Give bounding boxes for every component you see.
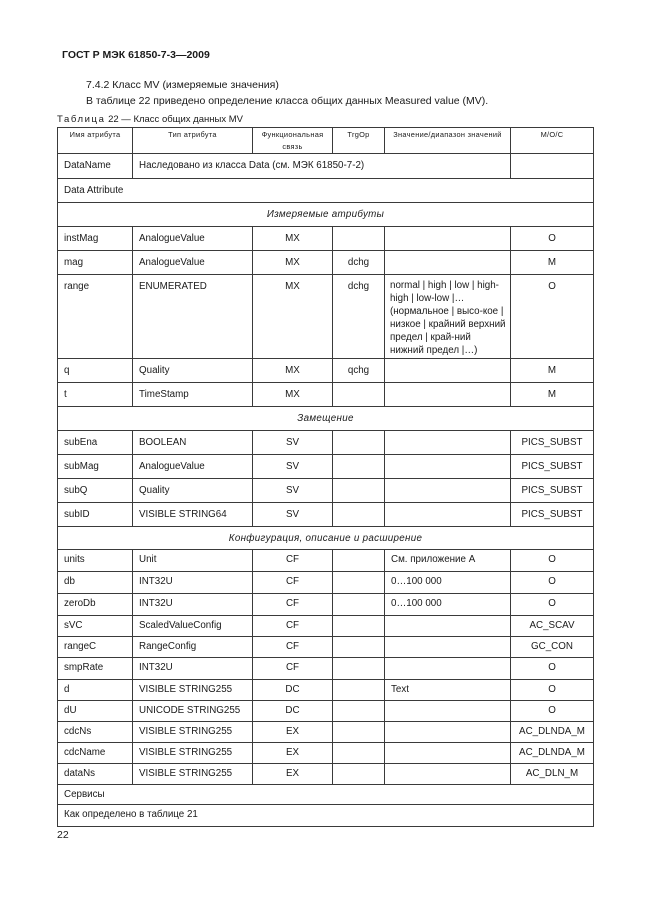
table-row [58,503,594,527]
attribute-name-cell: range [58,275,133,359]
attribute-type-cell: Unit [133,550,253,572]
attribute-type-cell: INT32U [133,572,253,594]
trgop-cell [333,550,385,572]
attribute-name-cell: smpRate [58,658,133,680]
attribute-type-cell: RangeConfig [133,637,253,658]
value-range-cell: 0…100 000 [385,572,511,594]
value-range-cell [385,658,511,680]
moc-cell: AC_DLNDA_M [511,722,594,743]
trgop-cell [333,680,385,701]
attribute-type-cell: AnalogueValue [133,455,253,479]
moc-cell: PICS_SUBST [511,503,594,527]
moc-cell: AC_DLN_M [511,764,594,785]
table-row [58,431,594,455]
moc-cell: O [511,550,594,572]
column-header: М/О/С [511,128,594,154]
functional-constraint-cell: MX [253,251,333,275]
attribute-name-cell: dataNs [58,764,133,785]
attribute-name-cell: subQ [58,479,133,503]
value-range-cell [385,616,511,637]
value-range-cell [385,503,511,527]
functional-constraint-cell: SV [253,455,333,479]
group-header-row [58,527,594,550]
attribute-name-cell: subMag [58,455,133,479]
attribute-name-cell: t [58,383,133,407]
attribute-type-cell: ENUMERATED [133,275,253,359]
functional-constraint-cell: MX [253,359,333,383]
moc-cell: M [511,359,594,383]
attribute-type-cell: TimeStamp [133,383,253,407]
attribute-name-cell: dU [58,701,133,722]
data-attribute-row [58,179,594,203]
trgop-cell [333,455,385,479]
attribute-name-cell: units [58,550,133,572]
moc-cell: AC_SCAV [511,616,594,637]
attribute-name-cell: subID [58,503,133,527]
group-title: Замещение [58,407,594,431]
attribute-type-cell: Quality [133,479,253,503]
table-row [58,479,594,503]
value-range-cell [385,431,511,455]
value-range-cell: 0…100 000 [385,594,511,616]
services-text-row [58,805,594,827]
moc-cell: PICS_SUBST [511,479,594,503]
moc-cell: GC_CON [511,637,594,658]
value-range-cell [385,764,511,785]
functional-constraint-cell: SV [253,503,333,527]
functional-constraint-cell: MX [253,227,333,251]
table-row [58,637,594,658]
functional-constraint-cell: CF [253,616,333,637]
attribute-type-cell: AnalogueValue [133,227,253,251]
value-range-cell [385,637,511,658]
section-text: В таблице 22 приведено определение класса общих данных Measured value (MV). [86,95,489,107]
attribute-name-cell: d [58,680,133,701]
moc-cell: M [511,383,594,407]
functional-constraint-cell: CF [253,572,333,594]
attribute-name-cell: cdcName [58,743,133,764]
attribute-type-cell: VISIBLE STRING64 [133,503,253,527]
attribute-type-cell: UNICODE STRING255 [133,701,253,722]
table-row [58,764,594,785]
column-header: TrgOp [333,128,385,154]
services-label-cell: Сервисы [58,785,594,805]
table-caption [57,114,243,125]
functional-constraint-cell: EX [253,722,333,743]
mv-class-table [57,127,594,827]
table-row [58,658,594,680]
column-header: Имя атрибута [58,128,133,154]
moc-cell: O [511,572,594,594]
attribute-name-cell: sVC [58,616,133,637]
trgop-cell: dchg [333,275,385,359]
group-header-row [58,407,594,431]
services-row [58,785,594,805]
attribute-type-cell: AnalogueValue [133,251,253,275]
table-row [58,701,594,722]
value-range-cell [385,359,511,383]
dataname-cell: DataName [58,154,133,179]
attribute-name-cell: db [58,572,133,594]
table-row [58,359,594,383]
functional-constraint-cell: EX [253,764,333,785]
value-range-cell [385,722,511,743]
empty-cell [511,154,594,179]
table-caption-text: 22 — Класс общих данных MV [105,114,243,125]
attribute-type-cell: VISIBLE STRING255 [133,764,253,785]
inherited-cell: Наследовано из класса Data (см. МЭК 61850-7-2) [133,154,511,179]
group-title: Измеряемые атрибуты [58,203,594,227]
moc-cell: O [511,680,594,701]
moc-cell: O [511,658,594,680]
trgop-cell [333,594,385,616]
value-range-cell [385,227,511,251]
functional-constraint-cell: DC [253,701,333,722]
trgop-cell: qchg [333,359,385,383]
moc-cell: PICS_SUBST [511,455,594,479]
functional-constraint-cell: CF [253,637,333,658]
value-range-cell [385,383,511,407]
table-row [58,383,594,407]
value-range-cell: normal | high | low | high-high | low-low |… (нормальное | высо-кое | низкое | крайний верхний предел | край-ний нижний предел |…) [385,275,511,359]
trgop-cell [333,743,385,764]
functional-constraint-cell: DC [253,680,333,701]
value-range-cell [385,479,511,503]
table-row [58,616,594,637]
trgop-cell [333,479,385,503]
table-row [58,275,594,359]
value-range-cell [385,251,511,275]
table-row [58,227,594,251]
moc-cell: O [511,594,594,616]
table-row [58,455,594,479]
column-header: Тип атрибута [133,128,253,154]
attribute-name-cell: instMag [58,227,133,251]
table-row [58,251,594,275]
moc-cell: PICS_SUBST [511,431,594,455]
functional-constraint-cell: SV [253,479,333,503]
attribute-name-cell: subEna [58,431,133,455]
attribute-type-cell: INT32U [133,658,253,680]
attribute-name-cell: zeroDb [58,594,133,616]
attribute-name-cell: q [58,359,133,383]
trgop-cell [333,227,385,251]
functional-constraint-cell: CF [253,594,333,616]
data-attribute-cell: Data Attribute [58,179,594,203]
functional-constraint-cell: SV [253,431,333,455]
attribute-type-cell: INT32U [133,594,253,616]
attribute-type-cell: BOOLEAN [133,431,253,455]
column-header: Функциональная связь [253,128,333,154]
functional-constraint-cell: CF [253,550,333,572]
attribute-name-cell: mag [58,251,133,275]
functional-constraint-cell: EX [253,743,333,764]
trgop-cell [333,701,385,722]
functional-constraint-cell: MX [253,275,333,359]
trgop-cell [333,616,385,637]
attribute-type-cell: VISIBLE STRING255 [133,743,253,764]
moc-cell: O [511,701,594,722]
attribute-name-cell: rangeC [58,637,133,658]
functional-constraint-cell: MX [253,383,333,407]
group-title: Конфигурация, описание и расширение [58,527,594,550]
table-header-row [58,128,594,154]
trgop-cell [333,637,385,658]
moc-cell: O [511,275,594,359]
functional-constraint-cell: CF [253,658,333,680]
section-title: 7.4.2 Класс MV (измеряемые значения) [86,79,279,91]
trgop-cell [333,572,385,594]
dataname-row [58,154,594,179]
trgop-cell [333,658,385,680]
trgop-cell [333,503,385,527]
table-row [58,594,594,616]
moc-cell: M [511,251,594,275]
table-row [58,550,594,572]
document-standard-code: ГОСТ Р МЭК 61850-7-3—2009 [62,49,210,61]
attribute-type-cell: VISIBLE STRING255 [133,680,253,701]
attribute-type-cell: ScaledValueConfig [133,616,253,637]
value-range-cell [385,743,511,764]
trgop-cell [333,431,385,455]
column-header: Значение/диапазон значений [385,128,511,154]
table-row [58,680,594,701]
trgop-cell [333,722,385,743]
table-row [58,743,594,764]
value-range-cell: См. приложение А [385,550,511,572]
trgop-cell [333,764,385,785]
table-row [58,722,594,743]
table-row [58,572,594,594]
services-text-cell: Как определено в таблице 21 [58,805,594,827]
attribute-name-cell: cdcNs [58,722,133,743]
attribute-type-cell: Quality [133,359,253,383]
value-range-cell [385,701,511,722]
value-range-cell [385,455,511,479]
moc-cell: O [511,227,594,251]
group-header-row [58,203,594,227]
value-range-cell: Text [385,680,511,701]
trgop-cell: dchg [333,251,385,275]
page-number: 22 [57,829,69,841]
trgop-cell [333,383,385,407]
table-caption-word: Таблица [57,114,106,125]
attribute-type-cell: VISIBLE STRING255 [133,722,253,743]
moc-cell: AC_DLNDA_M [511,743,594,764]
